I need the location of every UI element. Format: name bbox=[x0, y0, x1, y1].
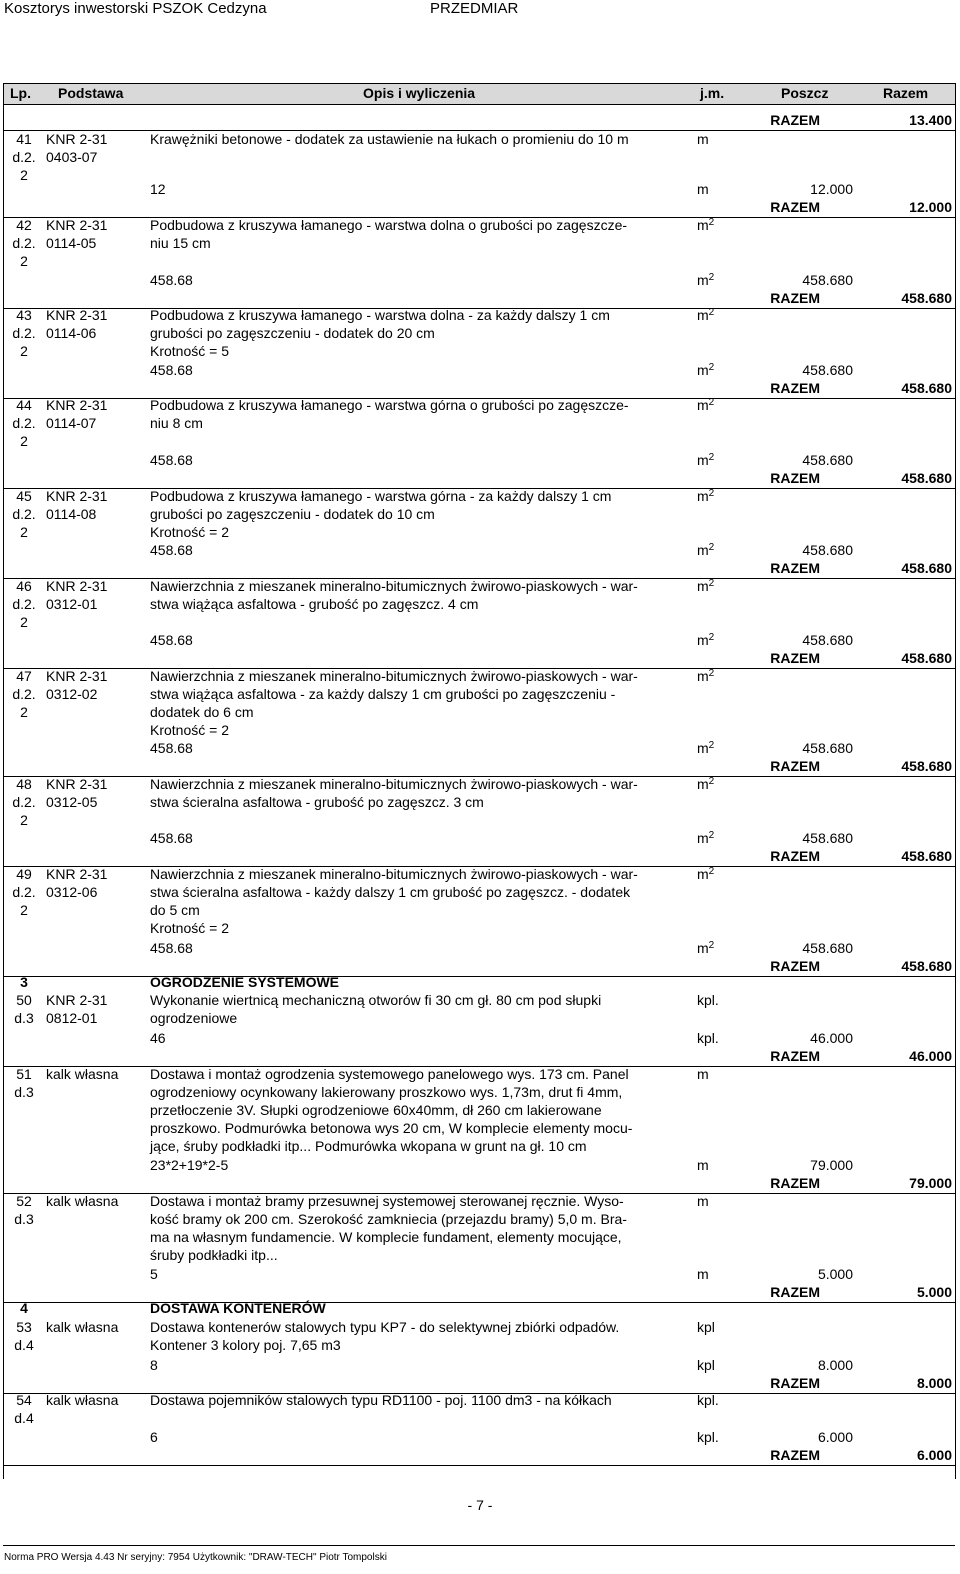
row-lp: 49 d.2. 2 bbox=[12, 866, 36, 918]
razem-value: 6.000 bbox=[916, 1447, 952, 1463]
calc-poszcz-value: 458.680 bbox=[802, 542, 853, 558]
razem-value: 8.000 bbox=[916, 1375, 952, 1391]
opis-line: stwa wiążąca asfaltowa - grubość po zagęszcz. 4 cm bbox=[150, 596, 479, 612]
row-opis bbox=[150, 130, 690, 148]
opis-line: grubości po zagęszczeniu - dodatek do 20 cm bbox=[150, 325, 435, 341]
opis-line: jące, śruby podkładki itp... Podmurówka wkopana w grunt na gł. 10 cm bbox=[150, 1138, 587, 1154]
calc-unit: kpl. bbox=[697, 1030, 719, 1046]
row-opis bbox=[150, 487, 690, 541]
row-lp: 42 d.2. 2 bbox=[12, 217, 36, 269]
razem-label: RAZEM bbox=[770, 1375, 820, 1391]
opis-line: Nawierzchnia z mieszanek mineralno-bitumicznych żwirowo-piaskowych - war- bbox=[150, 866, 638, 882]
table-border-right bbox=[955, 83, 956, 1479]
row-jm: kpl. bbox=[697, 992, 719, 1008]
opis-line: niu 8 cm bbox=[150, 415, 203, 431]
row-opis bbox=[150, 1065, 690, 1155]
row-podstawa: KNR 2-31 0403-07 bbox=[46, 131, 108, 165]
opis-line: ogrodzeniowe bbox=[150, 1010, 238, 1026]
opis-line: niu 15 cm bbox=[150, 235, 211, 251]
opis-line: Krotność = 2 bbox=[150, 722, 229, 738]
opis-line: Nawierzchnia z mieszanek mineralno-bitumicznych żwirowo-piaskowych - war- bbox=[150, 578, 638, 594]
unit-superscript: 2 bbox=[708, 940, 715, 951]
calc-unit: kpl bbox=[697, 1357, 715, 1373]
row-opis bbox=[150, 577, 690, 613]
razem-label: RAZEM bbox=[770, 958, 820, 974]
calc-poszcz-value: 458.680 bbox=[802, 632, 853, 648]
column-razem: Razem bbox=[883, 85, 929, 101]
calc-poszcz-value: 458.680 bbox=[802, 740, 853, 756]
table-header bbox=[3, 83, 955, 105]
row-jm: m bbox=[697, 1193, 709, 1209]
row-lp: 47 d.2. 2 bbox=[12, 668, 36, 720]
calc-poszcz-value: 46.000 bbox=[810, 1030, 853, 1046]
razem-label: RAZEM bbox=[770, 1284, 820, 1300]
section-number: 4 bbox=[20, 1300, 28, 1316]
row-opis bbox=[150, 775, 690, 811]
section-title: DOSTAWA KONTENERÓW bbox=[150, 1300, 326, 1316]
row-podstawa: KNR 2-31 0812-01 bbox=[46, 992, 108, 1026]
razem-value: 79.000 bbox=[909, 1175, 952, 1191]
razem-value: 46.000 bbox=[909, 1048, 952, 1064]
calc-unit: m bbox=[697, 1266, 709, 1282]
unit-superscript: 2 bbox=[708, 578, 715, 589]
calc-unit: m bbox=[697, 181, 709, 197]
row-jm: $m^2$ bbox=[697, 866, 715, 882]
razem-value: 458.680 bbox=[901, 958, 952, 974]
row-jm: $m^2$ bbox=[697, 488, 715, 504]
row-jm: kpl. bbox=[697, 1392, 719, 1408]
opis-line: Wykonanie wiertnicą mechaniczną otworów fi 30 cm gł. 80 cm pod słupki bbox=[150, 992, 602, 1008]
calc-expression: 458.68 bbox=[150, 362, 193, 378]
razem-row bbox=[770, 198, 952, 216]
document-header-title: Kosztorys inwestorski PSZOK Cedzyna bbox=[4, 0, 267, 17]
opis-line: ma na własnym fundamencie. W komplecie fundament, elementy mocujące, bbox=[150, 1229, 622, 1245]
calc-poszcz-value: 5.000 bbox=[817, 1266, 853, 1282]
row-lp: 41 d.2. 2 bbox=[12, 131, 36, 183]
calc-expression: 12 bbox=[150, 181, 166, 197]
razem-value: 12.000 bbox=[909, 199, 952, 215]
row-jm: $m^2$ bbox=[697, 397, 715, 413]
calc-expression: 6 bbox=[150, 1429, 158, 1445]
row-lp: 45 d.2. 2 bbox=[12, 488, 36, 540]
opis-line: proszkowo. Podmurówka betonowa wys 20 cm, W komplecie elementy mocu- bbox=[150, 1120, 633, 1136]
calc-unit: $m^2$ bbox=[697, 940, 715, 956]
row-lp: 50 d.3 bbox=[14, 992, 34, 1026]
opis-line: grubości po zagęszczeniu - dodatek do 10 cm bbox=[150, 506, 435, 522]
razem-value: 458.680 bbox=[901, 848, 952, 864]
calc-expression: 458.68 bbox=[150, 542, 193, 558]
opis-line: Dostawa pojemników stalowych typu RD1100 - poj. 1100 dm3 - na kółkach bbox=[150, 1392, 612, 1408]
opis-line: kość bramy ok 200 cm. Szerokość zamkniecia (przejazdu bramy) 5,0 m. Bra- bbox=[150, 1211, 627, 1227]
razem-row bbox=[770, 957, 952, 975]
calc-expression: 8 bbox=[150, 1357, 158, 1373]
razem-label: RAZEM bbox=[770, 1048, 820, 1064]
razem-value: 458.680 bbox=[901, 650, 952, 666]
opis-line: Nawierzchnia z mieszanek mineralno-bitumicznych żwirowo-piaskowych - war- bbox=[150, 668, 638, 684]
opis-line: przetłoczenie 3V. Słupki ogrodzeniowe 60x40mm, dł 260 cm lakierowane bbox=[150, 1102, 602, 1118]
row-lp: 53 d.4 bbox=[14, 1319, 34, 1353]
opis-line: śruby podkładki itp... bbox=[150, 1247, 278, 1263]
row-lp: 46 d.2. 2 bbox=[12, 578, 36, 630]
unit-superscript: 2 bbox=[708, 668, 715, 679]
row-jm: $m^2$ bbox=[697, 668, 715, 684]
razem-row bbox=[770, 379, 952, 397]
calc-poszcz-value: 8.000 bbox=[817, 1357, 853, 1373]
unit-superscript: 2 bbox=[708, 542, 715, 553]
unit-superscript: 2 bbox=[708, 217, 715, 228]
razem-row bbox=[770, 289, 952, 307]
row-podstawa: KNR 2-31 0312-01 bbox=[46, 578, 108, 612]
row-jm: $m^2$ bbox=[697, 217, 715, 233]
unit-superscript: 2 bbox=[708, 307, 715, 318]
document-header-type: PRZEDMIAR bbox=[430, 0, 519, 17]
calc-expression: 458.68 bbox=[150, 272, 193, 288]
calc-expression: 458.68 bbox=[150, 452, 193, 468]
column-poszcz: Poszcz bbox=[781, 85, 829, 101]
opis-line: Dostawa i montaż ogrodzenia systemowego panelowego wys. 173 cm. Panel bbox=[150, 1066, 629, 1082]
row-lp: 52 d.3 bbox=[14, 1193, 34, 1227]
row-divider bbox=[3, 1465, 956, 1466]
column-lp: Lp. bbox=[10, 85, 31, 101]
row-lp: 54 d.4 bbox=[14, 1392, 34, 1426]
row-opis bbox=[150, 1391, 690, 1409]
unit-superscript: 2 bbox=[708, 397, 715, 408]
razem-label: RAZEM bbox=[770, 758, 820, 774]
razem-value: 458.680 bbox=[901, 758, 952, 774]
opis-line: stwa ścieralna asfaltowa - każdy dalszy 1 cm grubość po zagęszcz. - dodatek bbox=[150, 884, 631, 900]
row-podstawa: KNR 2-31 0114-05 bbox=[46, 217, 108, 251]
razem-row bbox=[770, 1047, 952, 1065]
razem-label: RAZEM bbox=[770, 470, 820, 486]
row-jm: $m^2$ bbox=[697, 307, 715, 323]
row-jm: m bbox=[697, 1066, 709, 1082]
section-title: OGRODZENIE SYSTEMOWE bbox=[150, 974, 340, 990]
row-jm: m bbox=[697, 131, 709, 147]
razem-value: 458.680 bbox=[901, 380, 952, 396]
opis-line: Dostawa kontenerów stalowych typu KP7 - do selektywnej zbiórki odpadów. bbox=[150, 1319, 620, 1335]
row-podstawa: KNR 2-31 0312-05 bbox=[46, 776, 108, 810]
unit-superscript: 2 bbox=[708, 776, 715, 787]
opis-line: Kontener 3 kolory poj. 7,65 m3 bbox=[150, 1337, 341, 1353]
razem-row bbox=[770, 469, 952, 487]
calc-unit: kpl. bbox=[697, 1429, 719, 1445]
razem-label: RAZEM bbox=[770, 380, 820, 396]
row-jm: $m^2$ bbox=[697, 578, 715, 594]
calc-poszcz-value: 458.680 bbox=[802, 362, 853, 378]
razem-label: RAZEM bbox=[770, 290, 820, 306]
calc-expression: 458.68 bbox=[150, 632, 193, 648]
razem-value: 458.680 bbox=[901, 290, 952, 306]
calc-expression: 23*2+19*2-5 bbox=[150, 1157, 229, 1173]
razem-label: RAZEM bbox=[770, 1175, 820, 1191]
razem-label: RAZEM bbox=[770, 1447, 820, 1463]
opis-line: Krawężniki betonowe - dodatek za ustawienie na łukach o promieniu do 10 m bbox=[150, 131, 629, 147]
row-podstawa: kalk własna bbox=[46, 1193, 119, 1209]
row-opis bbox=[150, 991, 690, 1027]
unit-superscript: 2 bbox=[708, 632, 715, 643]
column-podstawa: Podstawa bbox=[58, 85, 124, 101]
row-podstawa: KNR 2-31 0114-06 bbox=[46, 307, 108, 341]
row-podstawa: KNR 2-31 0312-06 bbox=[46, 866, 108, 900]
razem-row bbox=[770, 559, 952, 577]
calc-unit: $m^2$ bbox=[697, 272, 715, 288]
row-podstawa: kalk własna bbox=[46, 1392, 119, 1408]
opis-line: Podbudowa z kruszywa łamanego - warstwa górna o grubości po zagęszcze- bbox=[150, 397, 629, 413]
section-number: 3 bbox=[20, 974, 28, 990]
razem-row bbox=[770, 1446, 952, 1464]
calc-poszcz-value: 12.000 bbox=[810, 181, 853, 197]
opis-line: ogrodzeniowy ocynkowany lakierowany proszkowo wys. 1,73m, drut fi 4mm, bbox=[150, 1084, 623, 1100]
razem-label: RAZEM bbox=[770, 650, 820, 666]
razem-row bbox=[770, 757, 952, 775]
razem-value: 458.680 bbox=[901, 470, 952, 486]
row-podstawa: KNR 2-31 0312-02 bbox=[46, 668, 108, 702]
razem-label: RAZEM bbox=[770, 848, 820, 864]
row-jm: kpl bbox=[697, 1319, 715, 1335]
column-opis: Opis i wyliczenia bbox=[363, 85, 476, 101]
opis-line: Nawierzchnia z mieszanek mineralno-bitumicznych żwirowo-piaskowych - war- bbox=[150, 776, 638, 792]
row-podstawa: kalk własna bbox=[46, 1066, 119, 1082]
opis-line: dodatek do 6 cm bbox=[150, 704, 254, 720]
unit-superscript: 2 bbox=[708, 362, 715, 373]
opis-line: Krotność = 5 bbox=[150, 343, 229, 359]
opis-line: Dostawa i montaż bramy przesuwnej systemowej sterowanej ręcznie. Wyso- bbox=[150, 1193, 624, 1209]
row-opis bbox=[150, 1318, 690, 1354]
calc-expression: 458.68 bbox=[150, 830, 193, 846]
razem-row bbox=[770, 847, 952, 865]
calc-poszcz-value: 458.680 bbox=[802, 830, 853, 846]
row-lp: 43 d.2. 2 bbox=[12, 307, 36, 359]
row-opis bbox=[150, 396, 690, 432]
calc-poszcz-value: 458.680 bbox=[802, 940, 853, 956]
razem-value: 5.000 bbox=[916, 1284, 952, 1300]
razem-value: 13.400 bbox=[909, 112, 952, 128]
calc-expression: 458.68 bbox=[150, 940, 193, 956]
row-lp: 44 d.2. 2 bbox=[12, 397, 36, 449]
razem-row bbox=[770, 1374, 952, 1392]
opis-line: Podbudowa z kruszywa łamanego - warstwa dolna o grubości po zagęszcze- bbox=[150, 217, 628, 233]
row-podstawa: KNR 2-31 0114-08 bbox=[46, 488, 108, 522]
calc-expression: 5 bbox=[150, 1266, 158, 1282]
unit-superscript: 2 bbox=[708, 452, 715, 463]
unit-superscript: 2 bbox=[708, 488, 715, 499]
razem-label: RAZEM bbox=[770, 199, 820, 215]
opis-line: stwa ścieralna asfaltowa - grubość po zagęszcz. 3 cm bbox=[150, 794, 484, 810]
opis-line: Podbudowa z kruszywa łamanego - warstwa górna - za każdy dalszy 1 cm bbox=[150, 488, 612, 504]
razem-label: RAZEM bbox=[770, 112, 820, 128]
razem-carry bbox=[770, 111, 952, 129]
calc-unit: $m^2$ bbox=[697, 542, 715, 558]
calc-unit: $m^2$ bbox=[697, 632, 715, 648]
calc-unit: $m^2$ bbox=[697, 362, 715, 378]
row-lp: 51 d.3 bbox=[14, 1066, 34, 1100]
unit-superscript: 2 bbox=[708, 830, 715, 841]
unit-superscript: 2 bbox=[708, 740, 715, 751]
opis-line: stwa wiążąca asfaltowa - za każdy dalszy 1 cm grubości po zagęszczeniu - bbox=[150, 686, 616, 702]
opis-line: Krotność = 2 bbox=[150, 920, 229, 936]
calc-unit: m bbox=[697, 1157, 709, 1173]
calc-poszcz-value: 458.680 bbox=[802, 452, 853, 468]
row-opis bbox=[150, 865, 690, 937]
calc-unit: $m^2$ bbox=[697, 830, 715, 846]
razem-row bbox=[770, 649, 952, 667]
row-opis bbox=[150, 306, 690, 360]
column-jm: j.m. bbox=[700, 85, 725, 101]
row-opis bbox=[150, 1192, 690, 1264]
calc-expression: 458.68 bbox=[150, 740, 193, 756]
razem-row bbox=[770, 1283, 952, 1301]
razem-row bbox=[770, 1174, 952, 1192]
razem-value: 458.680 bbox=[901, 560, 952, 576]
software-footer-note: Norma PRO Wersja 4.43 Nr seryjny: 7954 Użytkownik: "DRAW-TECH" Piotr Tompolski bbox=[4, 1552, 387, 1563]
calc-expression: 46 bbox=[150, 1030, 166, 1046]
calc-poszcz-value: 6.000 bbox=[817, 1429, 853, 1445]
calc-poszcz-value: 79.000 bbox=[810, 1157, 853, 1173]
row-jm: $m^2$ bbox=[697, 776, 715, 792]
unit-superscript: 2 bbox=[708, 866, 715, 877]
page-number: - 7 - bbox=[467, 1497, 493, 1513]
table-border-left bbox=[3, 83, 4, 1479]
footer-divider bbox=[3, 1545, 955, 1546]
row-podstawa: KNR 2-31 0114-07 bbox=[46, 397, 108, 431]
razem-label: RAZEM bbox=[770, 560, 820, 576]
opis-line: Podbudowa z kruszywa łamanego - warstwa dolna - za każdy dalszy 1 cm bbox=[150, 307, 610, 323]
calc-unit: $m^2$ bbox=[697, 740, 715, 756]
opis-line: Krotność = 2 bbox=[150, 524, 229, 540]
row-podstawa: kalk własna bbox=[46, 1319, 119, 1335]
calc-poszcz-value: 458.680 bbox=[802, 272, 853, 288]
unit-superscript: 2 bbox=[708, 272, 715, 283]
row-lp: 48 d.2. 2 bbox=[12, 776, 36, 828]
row-opis bbox=[150, 216, 690, 252]
row-opis bbox=[150, 667, 690, 739]
calc-unit: $m^2$ bbox=[697, 452, 715, 468]
opis-line: do 5 cm bbox=[150, 902, 200, 918]
